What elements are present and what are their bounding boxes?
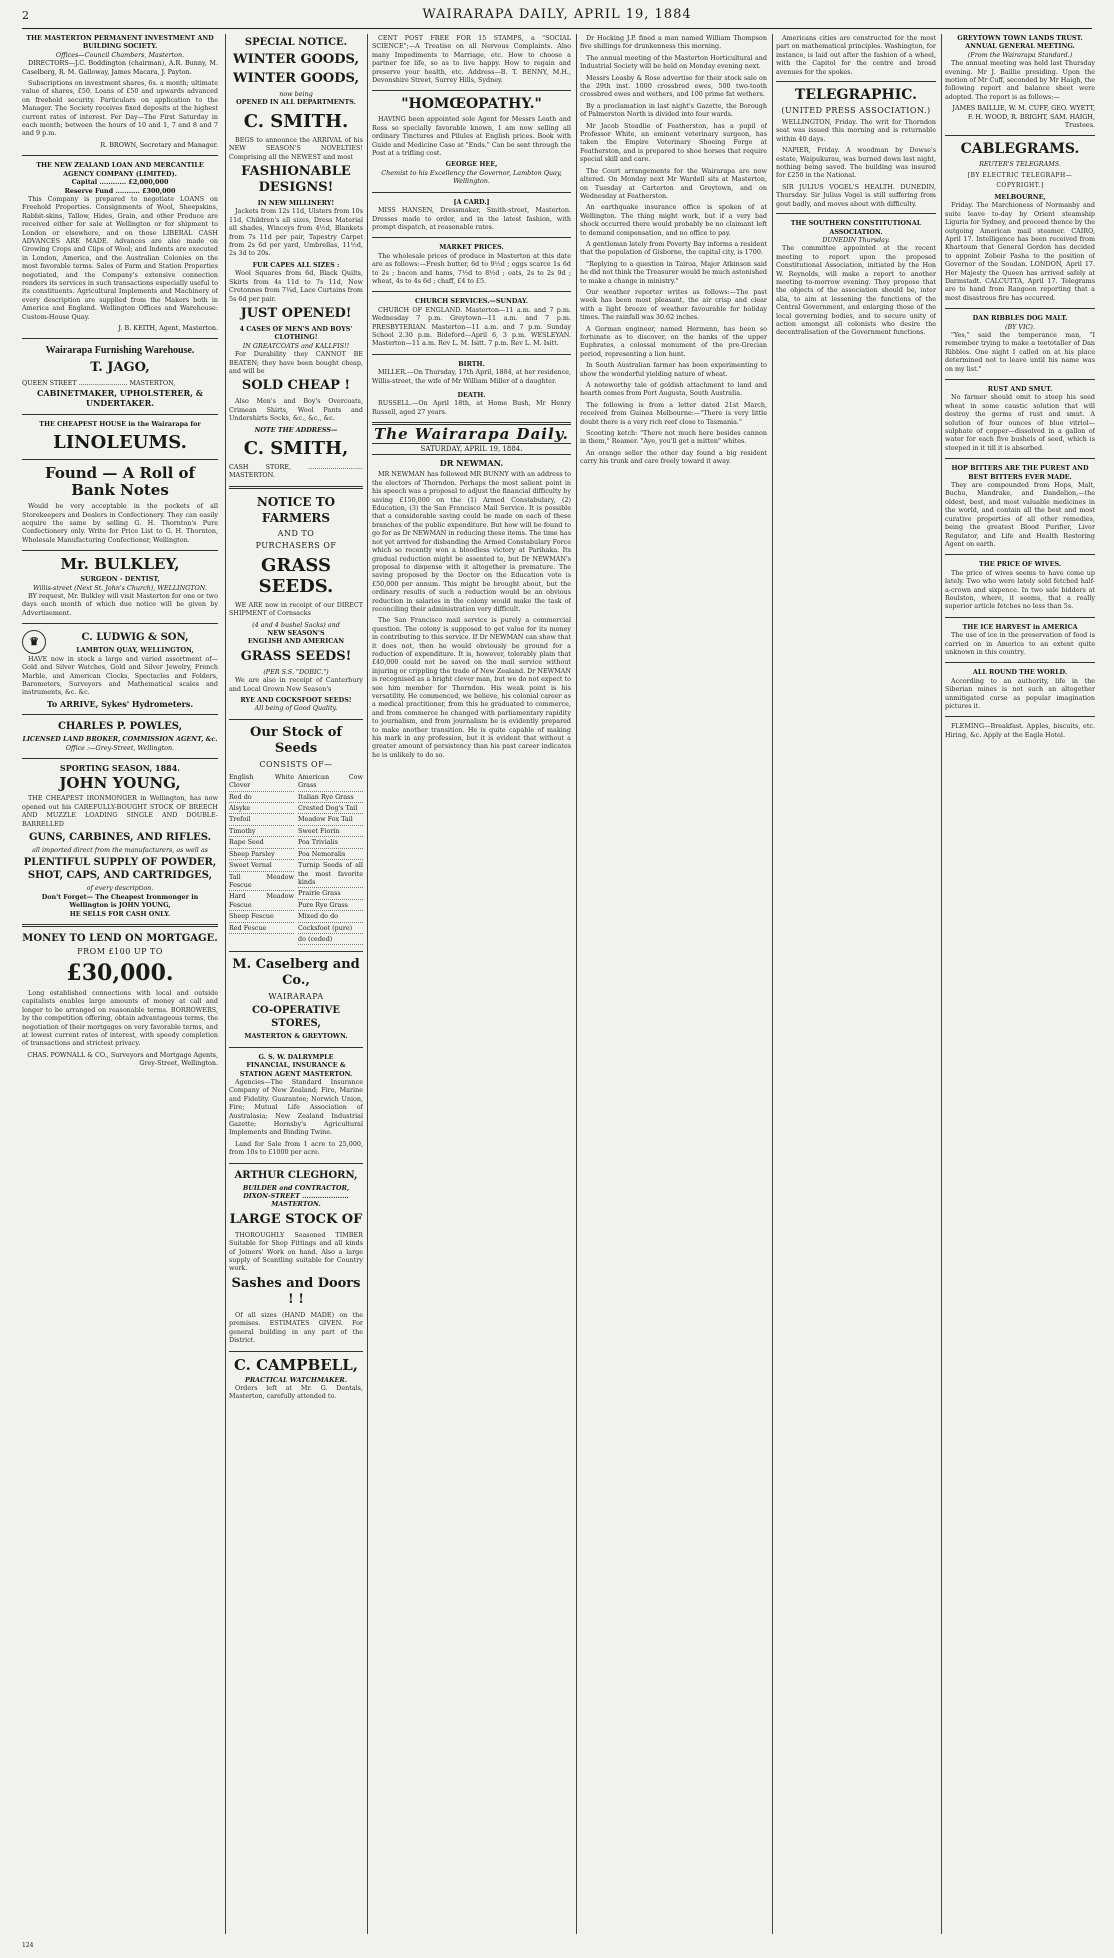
ad-capital: Capital ............ £2,000,000 — [71, 178, 169, 187]
nz-loan-ad — [22, 161, 218, 332]
ad-consists: CONSISTS OF— — [259, 759, 333, 769]
ad-sold: SOLD CHEAP ! — [241, 378, 351, 394]
ad-land: Land for Sale from 1 acre to 25,000, from 10s to £1000 per acre. — [229, 1139, 363, 1157]
list-item: Trefoil — [229, 814, 294, 825]
list-item: Sheep Parsley — [229, 849, 294, 860]
section-body: According to an authority, life in the Siberian mines is not such an altogether unmitigated curse as popular imagination pictures it. — [945, 676, 1095, 710]
section-heading: BIRTH. — [458, 359, 485, 368]
ad-card: [A CARD.] — [453, 197, 490, 206]
divider — [229, 951, 363, 952]
divider — [372, 192, 571, 193]
divider — [22, 758, 218, 759]
rust-smut — [945, 385, 1095, 452]
ad-directors: DIRECTORS—J.C. Boddington (chairman), A.R. Bunny, M. Caselberg, R. M. Galloway, James Macara, J. Payton. — [22, 59, 218, 76]
list-item: do (ceded) — [298, 934, 363, 945]
ad-heading: CHARLES P. POWLES, — [57, 721, 183, 733]
ad-address: Office :—Grey-Street, Wellington. — [65, 743, 175, 752]
section-heading: MARKET PRICES. — [439, 243, 504, 252]
divider — [22, 924, 218, 927]
ad-heading: ARTHUR CLEGHORN, — [234, 1169, 358, 1181]
ad-heading: "HOMŒOPATHY." — [401, 96, 542, 113]
list-item: Sweet Fiorin — [298, 826, 363, 837]
list-item: Sheep Fescue — [229, 911, 294, 922]
ad-wool: Wool Squares from 6d, Black Quilts, Skirts from 4s 11d to 7s 11d, New Cretonnes from 7¼d, Lace Curtains from 5s 6d per pair. — [229, 269, 363, 303]
divider — [372, 90, 571, 91]
ad-and: AND TO — [277, 528, 315, 538]
section-signed: JAMES BAILLIE, W. M. CUFF, GEO. WYETT, F. H. WOOD, R. BRIGHT, SAM. HAIGH, Trustees. — [952, 104, 1095, 130]
divider — [229, 719, 363, 720]
column-1 — [22, 34, 218, 1934]
linoleums-ad — [22, 420, 218, 453]
paper-date: SATURDAY, APRIL 19, 1884. — [372, 443, 571, 455]
ad-body: HAVING been appointed sole Agent for Messrs Leath and Ross so specially favorable known, I am now selling all ordinary Tinctures and Pilules at English prices. Book with Guide and Medicine Case at "Ends." Can be sent through the Post at a trifling cost. — [372, 115, 571, 158]
ad-sub: BUILDER and CONTRACTOR, DIXON-STREET ..................... MASTERTON. — [242, 1183, 350, 1209]
ludwig-ad — [22, 629, 218, 708]
price-of-wives — [945, 560, 1095, 610]
news-item: The following is from a letter dated 21st March, received from Guinea Melbourne:—"There is very little doubt there is a very rich reef close to Tasmania." — [580, 400, 767, 426]
section-from: (From the Wairarapa Standard.) — [967, 50, 1073, 59]
ad-address: LAMBTON QUAY, WELLINGTON, — [76, 646, 194, 655]
footer-notice: FLEMING—Breakfast. Apples, biscuits, etc. Hiring, &c. Apply at the Eagle Hotel. — [945, 722, 1095, 739]
divider — [229, 1163, 363, 1164]
ad-also: We are also in receipt of Canterbury and Local Grown New Season's — [229, 676, 363, 693]
ad-coop: CO-OPERATIVE STORES, — [251, 1005, 341, 1030]
ad-signature: CHAS. POWNALL & CO., Surveyors and Mortgage Agents, Grey-Street, Wellington. — [27, 1050, 218, 1068]
ad-winter: WINTER GOODS, — [233, 71, 359, 86]
section-copyright: [BY ELECTRIC TELEGRAPH—COPYRIGHT.] — [967, 171, 1073, 189]
news-item: Dr Hocking J.P. fined a man named William Thompson five shillings for drunkenness this morning. — [580, 34, 767, 51]
list-item: Poa Nemoralis — [298, 849, 363, 860]
divider — [945, 135, 1095, 136]
ad-body: This Company is prepared to negotiate LOANS on Freehold Properties. Consignments of Wool, Sheepskins, Rabbit-skins, Tallow, Hides, Grain, and other Produce are received either for sale at Wellington or for shipment to London or elsewhere, and on those LIBERAL CASH ADVANCES ARE MADE. Advances are also made on Growing Crops and Clips of Wool; and Indents are executed in London, America, and the Australian Colonies on the most favorable terms. Sales of Farm and Station Properties negotiated, and the Company's extensive connection renders its services in such transactions especially useful to its constituents. Agricultural Implements and Machinery of every description are supplied from the Makers both in America and England. Wellington Offices and Warehouse: Custom-House Quay. — [22, 194, 218, 321]
ad-opened: OPENED IN ALL DEPARTMENTS. — [236, 98, 356, 107]
news-item: A gentleman lately from Poverty Bay informs a resident that the population of Gisborne, the capital city, is 1700. — [580, 239, 767, 257]
ad-furcapes: FUR CAPES ALL SIZES : — [252, 260, 340, 269]
ad-just: JUST OPENED! — [240, 305, 352, 321]
section-sub: (BY VIC). — [1005, 322, 1035, 331]
ad-amount: £30,000. — [66, 960, 174, 986]
section-heading: HOP BITTERS ARE THE PUREST AND BEST BITTERS EVER MADE. — [951, 464, 1089, 481]
column-rule — [576, 34, 577, 1934]
ad-cases: 4 CASES OF MEN'S AND BOYS' CLOTHING! — [239, 324, 353, 342]
list-item: Meadow Fox Tail — [298, 814, 363, 825]
seeds-ad — [229, 725, 363, 946]
ad-also: Also Men's and Boy's Overcoats, Crimean Shirts, Wool Pants and Undershirts Socks, &c., &c., &c. — [229, 397, 363, 423]
hop-bitters — [945, 464, 1095, 548]
list-item: Sweet Vernal — [229, 860, 294, 871]
ad-purchasers: PURCHASERS OF — [255, 540, 337, 550]
ad-desc: of every description. — [86, 884, 154, 893]
hansen-card — [372, 198, 571, 232]
section-body: The price of wives seems to have come up lately. Two who were lately sold fetched half-a-crown and sixpence. In two sale bidders at Roulston, where, it seems, that a really superior article fetches no less than 5s. — [945, 568, 1095, 611]
ad-heading: SPORTING SEASON, 1884. — [59, 762, 181, 773]
ad-heading: MONEY TO LEND ON MORTGAGE. — [22, 933, 218, 944]
all-round-world — [945, 668, 1095, 710]
news-item: "Replying to a question in Tairoa, Major Atkinson said he did not think the Treasurer would be much astonished to make a change in ministry." — [580, 259, 767, 285]
news-item: Our weather reporter writes as follows:—The past week has been most pleasant, the air crisp and clear with a light breeze of weather favourable for holiday times. The rainfall was 30.62 inches. — [580, 287, 767, 322]
section-heading: GREYTOWN TOWN LANDS TRUST. — [957, 34, 1083, 42]
seed-list-right — [298, 772, 363, 946]
section-body: CHURCH OF ENGLAND. Masterton—11 a.m. and 7 p.m. Wednesday 7 p.m. Greytown—11 a.m. and 7 p.m. PRESBYTERIAN. Masterton—11 a.m. and 7 p.m. Sunday School 2.30 p.m. Bideford—April 6, 3 p.m. WESLEYAN. Masterton—11 a.m. Rev L. M. Isitt. 7 p.m. Rev L. M. Isitt. — [372, 305, 571, 348]
ad-place: WAIRARAPA — [268, 992, 324, 1002]
divider — [945, 716, 1095, 717]
editorial-paragraph: MR NEWMAN has followed MR BUNNY with an address to the electors of Thorndon. Perhaps the most salient point in his speech was a proposal to adjust the financial difficulty by saving £150,000 on the (1) Armed Constabulary, (2) Education, (3) the San Francisco Mail Service. It is possible that a considerable saving could be made on each of these branches of the public expenditure. But how will be found to go for as Dr NEWMAN in reducing these items. The time has not yet arrived for disbanding the Armed Constabulary Force which so recently won a bloodless victory at Parihaka. Its gradual reduction might be assented to, but Dr NEWMAN's proposal to dispense with it altogether is premature. The saving proposed by the Doctor on the Education vote is £50,000 per annum. This might be brought about, but the ordinary results of such a reduction would be an obvious reduction in salaries in the colony would make the task of reconciling their administration very difficult. — [372, 470, 571, 613]
section-heading: RUST AND SMUT. — [987, 385, 1053, 393]
ad-body: Long established connections with local and outside capitalists enables large amounts of money at call and longer to be arranged on reasonable terms. BORROWERS, by the competition offering, obtain advantageous terms, the negotiation of their mortgages on very favorable terms, and at lowest current rates of interest, with speedy completion of transactions and strictest privacy. — [22, 989, 218, 1048]
news-item: Scooting ketch: "There not much here besides cannon in them," Reamer. "Aye, you'll get a mitten" whites. — [580, 429, 767, 446]
ad-imported: all imported direct from the manufacturers, as well as — [32, 845, 208, 854]
section-body: Friday. The Marchioness of Normanby and suite leave to-day by Orient steamship Liguria for Sydney, and proceed thence by the outgoing American mail steamer. CAIRO, April 17. Intelligence has been received from Khartoum that General Gordon has decided to appoint Zobeir Pasha to the position of Governor of the Soudan. LONDON, April 17. Her Majesty the Queen has arrived safely at Darmstadt. CALCUTTA, April 17. Telegrams are to hand from Rangoon reporting that a most disastrous fire has occurred. — [945, 201, 1095, 302]
list-item: English White Clover — [229, 772, 294, 792]
ad-sub: LICENSED LAND BROKER, COMMISSION AGENT, &c. — [22, 735, 218, 744]
news-item: The Court arrangements for the Wairarapa are now altered. On Monday next Mr Wardell sits at Masterton, on Tuesday at Carterton and Greytown, and on Wednesday at Featherston. — [580, 166, 767, 200]
ad-forget: Don't Forget— The Cheapest Ironmonger in Wellington is JOHN YOUNG, — [41, 892, 199, 910]
section-body: RUSSELL.—On April 18th, at Home Bush, Mr Henry Russell, aged 27 years. — [372, 399, 571, 416]
divider — [22, 714, 218, 715]
ad-heading: Wairarapa Furnishing Warehouse. — [45, 345, 195, 357]
social-science-ad: CENT POST FREE FOR 15 STAMPS, a "SOCIAL SCIENCE";—A Treatise on all Nervous Complaints. Also many Impediments to Marriage, etc. How to choose a partner for life, so as to live happy. How to regain and preserve your health, etc. Address—B. T. BENNY, M.H., Devonshire Street, Surrey Hills, Sydney. — [372, 34, 571, 85]
caselberg-ad — [229, 957, 363, 1040]
section-body: "Yes," said the temperance man, "I remember trying to make a teetotaller of Dan Ribbles. One night I called on at his place determined not to leave until his name was on my list." — [945, 330, 1095, 373]
divider — [372, 354, 571, 355]
section-heading: CHURCH SERVICES.—SUNDAY. — [414, 297, 528, 306]
ad-heading: Mr. BULKLEY, — [60, 555, 180, 574]
divider — [945, 458, 1095, 459]
section-body: The committee appointed at the recent meeting to report upon the proposed Constitutional Association, initiated by the Hon W. Reynolds, will make a report to another meeting to-morrow evening. They propose that the objects of the association should be, inter alia, to aim at lessening the functions of the Central Government, and enlarging those of the local governing bodies, and to secure unity of action amongst all colonists who desire the decentralisation of the Government functions. — [776, 244, 936, 337]
smith-ad — [229, 36, 363, 480]
list-item: Red Fescue — [229, 923, 294, 934]
news-item: In South Australian farmer has been experimenting to show the wonderful yielding nature of wheat. — [580, 361, 767, 378]
divider — [945, 554, 1095, 555]
list-item: Pure Rye Grass — [298, 900, 363, 911]
ad-heading: C. CAMPBELL, — [233, 1355, 358, 1374]
section-heading: THE ICE HARVEST in AMERICA — [962, 622, 1078, 631]
furnishing-ad — [22, 344, 218, 407]
masthead — [22, 6, 1092, 29]
birth-notice — [372, 360, 571, 385]
ad-note: NOTE THE ADDRESS— — [254, 425, 338, 434]
divider — [372, 291, 571, 292]
list-item: Hard Meadow Fescue — [229, 891, 294, 911]
section-body: They are compounded from Hops, Malt, Buchu, Mandrake, and Dandelion,—the oldest, best, and most valuable medicines in the world, and contain all the best and most curative properties of all other remedies, being the greatest Blood Purifier, Liver Regulator, and Life and Health Restoring Agent on earth. — [945, 481, 1095, 548]
ad-signature: J. B. KEITH, Agent, Masterton. — [118, 324, 218, 332]
ad-guns: GUNS, CARBINES, AND RIFLES. — [28, 831, 212, 843]
divider — [945, 308, 1095, 309]
ad-signature: R. BROWN, Secretary and Manager. — [100, 140, 218, 149]
building-society-ad — [22, 34, 218, 149]
list-item: American Cow Grass — [298, 772, 363, 792]
divider — [372, 237, 571, 238]
column-rule — [941, 34, 942, 1934]
news-item: An orange seller the other day found a big resident carry his trunk and care freely toward it away. — [580, 448, 767, 466]
ad-perss: (PER S.S. "DOBIC.") — [263, 667, 329, 676]
ad-millinery: IN NEW MILLINERY! — [257, 199, 335, 208]
page-code: 124 — [22, 1942, 34, 1949]
section-body: The annual meeting was held last Thursday evening. Mr J. Baillie presiding. Upon the motion of Mr Cuff, seconded by Mr Haigh, the following report and balance sheet were adopted. The report is as follows:— — [945, 59, 1095, 101]
cablegrams — [945, 141, 1095, 302]
ad-new: NEW SEASON'S — [267, 629, 325, 637]
ad-grass: GRASS SEEDS. — [258, 554, 334, 597]
column-6 — [945, 34, 1095, 1934]
ad-quality: All being of Good Quality. — [254, 704, 338, 713]
ad-body: Would be very acceptable in the pockets of all Storekeepers and Dealers in Confectionery. They can easily acquire the same by selling G. H. Thornton's Pure Confectionery only. Write for Price List to G. H. Thornton, Wholesale Manufacturing Confectioner, Wellington. — [22, 502, 218, 544]
column-3 — [372, 34, 571, 1934]
ad-heading: SPECIAL NOTICE. — [244, 37, 348, 48]
ad-now: now being — [279, 90, 313, 98]
ad-english: ENGLISH AND AMERICAN — [247, 637, 345, 646]
news-item: The annual meeting of the Masterton Horticultural and Industrial Society will be held on Monday evening next. — [580, 53, 767, 71]
ad-address: QUEEN STREET ........................ MASTERTON, — [22, 379, 176, 388]
news-item: A German engineer, named Hermann, has been so fortunate as to discover, on the banks of the upper Euphrates, a colossal monument of the pre-Grecian period, representing a lion hunt. — [580, 324, 767, 358]
ad-sub: FINANCIAL, INSURANCE & STATION AGENT MASTERTON. — [239, 1061, 353, 1078]
list-item: Prairie Grass — [298, 888, 363, 899]
list-item: Mixed do do — [298, 911, 363, 922]
church-services — [372, 297, 571, 347]
ad-sashes: Sashes and Doors ! ! — [231, 1275, 361, 1307]
ad-estimates: Of all sizes (HAND MADE) on the premises. ESTIMATES GIVEN. For general building in any part of the District. — [229, 1310, 363, 1345]
ad-heading: Found — A Roll of Bank Notes — [45, 464, 195, 500]
editorial-paragraph: The San Francisco mail service is purely a commercial question. The colony is supposed to get value for its money in contributing to this service. If Dr NEWMAN can show that it does not, then he would obviously be ground for a reduction of expenditure. It is, however, tolerably plain that £40,000 could not be saved on the mail service without injuring or crippling the trade of New Zealand. Dr NEWMAN is recognised as a bright clever man, but we do not expect to see him member for Thorndon. His weak point is his versatility. He commenced, we believe, his colonial career as a medical practitioner, from this he graduated to commerce, and from commerce he changed with parliamentary rapidity to journalism, and from journalism he is evidently prepared to make another transition. He is quite capable of making his mark in any profession, but it is evident that without a greater amount of persistency than his past career indicates he is unlikely to do so. — [372, 616, 571, 759]
ad-fashion: FASHIONABLE DESIGNS! — [241, 164, 351, 196]
news-item: Americans cities are constructed for the most part on mathematical principles. Washington, for instance, is laid out after the fashion of a wheel, with the Capitol for the centre and broad avenues for the spokes. — [776, 34, 936, 76]
section-sub: (UNITED PRESS ASSOCIATION.) — [781, 106, 931, 116]
ad-body: Agencies—The Standard Insurance Company of New Zealand; Fire, Marine and Fidelity. Guarantee; Norwich Union, Fire; Mutual Life Association of Australasia; New Zealand Industrial Gazette; Hornsby's Agricultural Implements and Binding Twine. — [229, 1077, 363, 1137]
seed-list-left — [229, 772, 294, 946]
news-item: Mr Jacob Steadlie of Featherston, has a pupil of Professor White, an eminent veterinary surgeon, has taken the Empire Veterinary Shoeing Forge at Featherston, and is prepared to shoe horses that require special skill and care. — [580, 121, 767, 164]
cleghorn-ad — [229, 1169, 363, 1345]
divider — [945, 379, 1095, 380]
paper-title: The Wairarapa Daily. — [374, 425, 569, 444]
ad-heading: THE NEW ZEALAND LOAN AND MERCANTILE AGENCY COMPANY (LIMITED). — [36, 161, 204, 178]
dan-ribbles — [945, 314, 1095, 373]
list-item: Poa Trivialis — [298, 837, 363, 848]
section-body: The wholesale prices of produce in Masterton at this date are as follows:—Fresh butter, 6d to 9½d ; eggs scarce 1s 6d to 2s ; bacon and hams, 7½d to 8½d ; oats, 2s to 2s 9d ; wheat, 4s to 4s 6d ; chaff, £4 to £5. — [372, 251, 571, 285]
ad-reserve: Reserve Fund ........... £300,000 — [64, 186, 176, 195]
sporting-ad — [22, 764, 218, 918]
section-sub: ANNUAL GENERAL MEETING. — [965, 42, 1075, 51]
divider — [945, 662, 1095, 663]
ad-heading: M. Caselberg and Co., — [232, 957, 360, 989]
ad-body: Orders left at Mr. G. Dentals, Masterton, carefully attended to. — [229, 1383, 363, 1401]
editorial-heading: DR NEWMAN. — [439, 458, 504, 469]
divider — [22, 550, 218, 551]
divider — [22, 155, 218, 156]
page-number: 2 — [22, 9, 29, 22]
ad-heading: THE MASTERTON PERMANENT INVESTMENT AND BUILDING SOCIETY. — [26, 34, 214, 51]
section-heading: DEATH. — [457, 391, 486, 399]
list-item: Tall Meadow Fescue — [229, 872, 294, 892]
list-item: Timothy — [229, 826, 294, 837]
column-4 — [580, 34, 767, 1934]
list-item: Crested Dog's Tail — [298, 803, 363, 814]
ad-heading: G. S. W. DALRYMPLE — [258, 1052, 334, 1061]
ad-heading: THE CHEAPEST HOUSE in the Wairarapa for — [39, 419, 201, 428]
list-item: Red do — [229, 792, 294, 803]
column-rule — [367, 34, 368, 1934]
ad-body: BEGS to announce the ARRIVAL of his NEW SEASON'S NOVELTIES! Comprising all the NEWEST and most — [229, 135, 363, 161]
divider — [229, 486, 363, 489]
list-item: Rape Seed — [229, 837, 294, 848]
news-item: WELLINGTON, Friday. The writ for Thorndon seat was issued this morning and is returnable within 40 days. — [776, 118, 936, 143]
greytown-trust — [945, 34, 1095, 129]
news-item: NAPIER, Friday. A woodman by Dowse's estate, Waipukurau, was burned down last night, nothing being saved. The building was insured for £250 in the National. — [776, 146, 936, 180]
ad-name: C. SMITH, — [243, 437, 349, 459]
ad-body: BY request, Mr. Bulkley will visit Masterton for one or two days each month of which due notice will be given by Advertisement. — [22, 592, 218, 617]
bulkley-ad — [22, 556, 218, 617]
divider — [945, 617, 1095, 618]
news-item: An earthquake insurance office is spoken of at Wellington. The thing might work, but if a very bad shock occurred there would probably be no claimant left to demand compensation, and no office to pay. — [580, 203, 767, 237]
news-item: SIR JULIUS VOGEL'S HEALTH. DUNEDIN, Thursday. Sir Julius Vogel is still suffering from gout badly, and moves about with difficulty. — [776, 182, 936, 208]
ad-address: MASTERTON & GREYTOWN. — [244, 1032, 348, 1041]
news-item: By a proclamation in last night's Gazette, the Borough of Palmerston North is divided into four wards. — [580, 101, 767, 119]
ad-body: WE ARE now in receipt of our DIRECT SHIPMENT of Cornsacks — [229, 600, 363, 618]
ad-body: THE CHEAPEST IRONMONGER in Wellington, has now opened out his CAREFULLY-BOUGHT STOCK OF BREECH AND MUZZLE LOADING SINGLE AND DOUBLE-BARRELLED — [22, 794, 218, 828]
ad-body2: For Durability they CANNOT BE BEATEN; they have been bought cheap, and will be — [229, 350, 363, 375]
market-prices — [372, 243, 571, 285]
ad-body: MISS HANSEN, Dressmaker, Smith-street, Masterton. Dresses made to order, and in the latest fashion, with prompt dispatch, at reasonable rates. — [372, 206, 571, 231]
section-place: MELBOURNE, — [994, 192, 1046, 201]
ad-grass2: GRASS SEEDS! — [240, 648, 352, 664]
news-item: Messrs Loasby & Rose advertise for their stock sale on the 29th inst. 1000 crossbred ewes, 500 two-tooth crossbred ewes and wethers, and 100 prime fat wethers. — [580, 73, 767, 99]
divider — [22, 623, 218, 624]
divider — [22, 459, 218, 460]
section-heading: THE SOUTHERN CONSTITUTIONAL ASSOCIATION. — [790, 219, 922, 236]
column-rule — [225, 34, 226, 1934]
masthead-title: WAIRARAPA DAILY, APRIL 19, 1884 — [422, 7, 692, 22]
divider — [22, 338, 218, 339]
crown-emblem-icon: ♛ — [22, 630, 46, 654]
divider — [776, 81, 936, 82]
ad-heading: Our Stock of Seeds — [250, 724, 342, 756]
dalrymple-ad — [229, 1053, 363, 1157]
ad-address: Willis-street (Next St. John's Church), WELLINGTON. — [32, 583, 207, 592]
section-heading: TELEGRAPHIC. — [794, 87, 918, 104]
section-sub: REUTER'S TELEGRAMS. — [979, 160, 1061, 169]
ad-jackets: Jackets from 12s 11d, Ulsters from 10s 11d, Children's all sizes, Dress Material all shades, Winceys from 4½d, Blankets from 7s 11d per pair, Tapestry Carpet from 2s 6d per yard, Umbrellas, 11½d, 2s 3d to 20s. — [229, 207, 363, 258]
death-notice — [372, 391, 571, 416]
section-body: The use of ice in the preservation of food is carried on in America to an extent quite unknown in this country. — [945, 631, 1095, 656]
ad-cash: HE SELLS FOR CASH ONLY. — [69, 909, 171, 918]
ad-agents: To ARRIVE, Sykes' Hydrometers. — [46, 698, 194, 709]
seed-list — [229, 772, 363, 946]
section-sub: DUNEDIN Thursday. — [822, 235, 890, 244]
ad-body: Subscriptions on investment shares, 6s. a month; ultimate value of shares, £50. Loans of £50 and upwards advanced on freehold security. Particulars on application to the Manager. The Society receives fixed deposits at the highest current rates of interest. Fer Day—The First Saturday in each month; between the hours of 10 and 1, 7 and 8 and 7 and 9 p.m. — [22, 79, 218, 138]
ad-name: T. JAGO, — [90, 360, 150, 376]
ad-sub: PRACTICAL WATCHMAKER. — [245, 1375, 347, 1384]
campbell-ad — [229, 1357, 363, 1401]
ad-supply: PLENTIFUL SUPPLY OF POWDER, SHOT, CAPS, AND CARTRIDGES, — [23, 857, 217, 882]
news-item: A noteworthy tale of goldish attachment to land and hearth comes from Port Augusta, South Australia. — [580, 381, 767, 398]
ad-trade: CABINETMAKER, UPHOLSTERER, & UNDERTAKER. — [37, 387, 203, 408]
column-rule — [772, 34, 773, 1934]
ad-from: FROM £100 UP TO — [77, 947, 163, 956]
ad-winter: WINTER GOODS, — [233, 52, 359, 67]
ad-office: Offices—Council Chambers, Masterton. — [55, 50, 185, 59]
money-ad — [22, 932, 218, 1068]
ad-name: GEORGE HEE, — [445, 160, 498, 169]
ad-heading: C. LUDWIG & SON, — [81, 632, 189, 644]
list-item: Alsyke — [229, 803, 294, 814]
ice-harvest — [945, 623, 1095, 657]
ad-body: HAVE now in stock a large and varied assortment of—Gold and Silver Watches, Gold and Silver Jewelry, French Marble, and American Clocks, Spectacles and Folders, Barometers, Surveyors and Mathematical scales and instruments, &c. &c. — [22, 654, 218, 697]
divider — [229, 1047, 363, 1048]
list-item: Cocksfoot (pure) — [298, 923, 363, 934]
section-heading: DAN RIBBLES DOG MALT. — [972, 314, 1068, 323]
powles-ad — [22, 720, 218, 752]
list-item: Turnip Seeds of all the most favorite kinds — [298, 860, 363, 888]
farmers-ad — [229, 494, 363, 713]
homoeopathy-ad — [372, 96, 571, 185]
ad-rye: RYE AND COCKSFOOT SEEDS! — [240, 696, 352, 705]
ad-sub: SURGEON - DENTIST, — [80, 575, 160, 584]
ad-big: LINOLEUMS. — [53, 432, 187, 454]
section-heading: CABLEGRAMS. — [960, 141, 1080, 158]
section-body: MILLER.—On Thursday, 17th April, 1884, at her residence, Willis-street, the wife of Mr William Miller of a daughter. — [372, 368, 571, 385]
found-ad — [22, 465, 218, 544]
ad-heading: NOTICE TO FARMERS — [256, 494, 336, 525]
divider — [776, 213, 936, 214]
section-body: No farmer should omit to steep his seed wheat in some caustic solution that will destroy the germs of rust and smut. A solution of four ounces of blue vitriol—sulphate of copper—dissolved in a gallon of water for each five bushels of seed, which is steeped in it till it is absorbed. — [945, 393, 1095, 452]
ad-body: THOROUGHLY Seasoned TIMBER Suitable for Shop Fittings and all kinds of Joiners' Work on hand. Also a large supply of Scantling suitable for Country work. — [229, 1230, 363, 1273]
column-5 — [776, 34, 936, 1934]
ad-large: LARGE STOCK OF — [229, 1211, 363, 1227]
section-heading: ALL ROUND THE WORLD. — [972, 668, 1068, 677]
ad-name: C. SMITH. — [243, 110, 349, 132]
ad-pack: (4 and 4 bushel Sacks) and — [252, 620, 340, 629]
list-item: Italian Rye Grass — [298, 792, 363, 803]
ad-title: Chemist to his Excellency the Governor, Lambton Quay, Wellington. — [381, 168, 562, 186]
ad-greatcoats: IN GREATCOATS and KALLFIS!! — [242, 341, 350, 350]
ad-address: CASH STORE, ........................... MASTERTON. — [229, 462, 363, 480]
divider — [22, 414, 218, 415]
column-2 — [229, 34, 363, 1934]
section-heading: THE PRICE OF WIVES. — [978, 560, 1062, 569]
ad-name: JOHN YOUNG, — [59, 774, 181, 793]
divider — [229, 1351, 363, 1352]
